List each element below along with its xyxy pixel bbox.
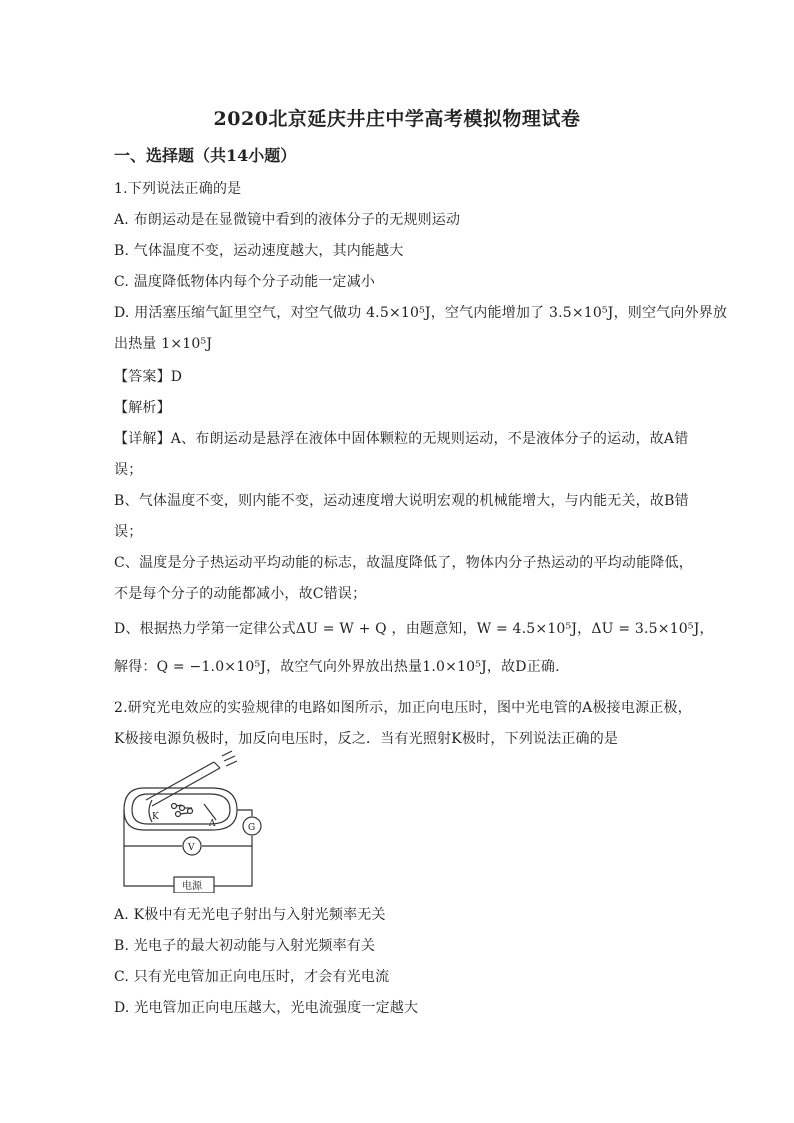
question-1-option-d-line1: D. 用活塞压缩气缸里空气，对空气做功 4.5×10⁵J，空气内能增加了 3.5×10⁵J，则空气向外界放 — [114, 305, 728, 321]
question-2-stem-line2: K极接电源负极时，加反向电压时，反之．当有光照射K极时，下列说法正确的是 — [114, 731, 619, 747]
question-1-option-c: C. 温度降低物体内每个分子动能一定减小 — [114, 274, 376, 290]
question-1-explanation-line4: 误； — [114, 524, 143, 540]
question-1-explanation-line2: 误； — [114, 462, 143, 478]
question-2-option-b: B. 光电子的最大初动能与入射光频率有关 — [114, 938, 376, 954]
power-supply-label: 电源 — [182, 881, 202, 892]
page-title: 2020北京延庆井庄中学高考模拟物理试卷 — [213, 108, 581, 130]
voltmeter-label: V — [188, 843, 195, 853]
question-1-explanation-line1: 【详解】A、布朗运动是悬浮在液体中固体颗粒的无规则运动，不是液体分子的运动，故A错 — [114, 431, 689, 447]
galvanometer-label: G — [248, 823, 256, 833]
cathode-k-label: K — [152, 812, 159, 822]
question-2-option-c: C. 只有光电管加正向电压时，才会有光电流 — [114, 969, 390, 985]
question-1-explanation-line6: 不是每个分子的动能都减小，故C错误； — [114, 586, 367, 602]
photoelectric-circuit-diagram — [112, 748, 272, 893]
question-1-option-b: B. 气体温度不变，运动速度越大，其内能越大 — [114, 243, 404, 259]
section-heading: 一、选择题（共14小题） — [114, 146, 297, 165]
question-2-stem-line1: 2.研究光电效应的实验规律的电路如图所示，加正向电压时，图中光电管的A极接电源正极， — [114, 700, 692, 716]
question-1-analysis-label: 【解析】 — [114, 400, 171, 416]
question-1-stem: 1.下列说法正确的是 — [114, 181, 242, 197]
question-2-option-d: D. 光电管加正向电压越大，光电流强度一定越大 — [114, 1000, 419, 1016]
question-1-explanation-line8: 解得：Q = −1.0×10⁵J，故空气向外界放出热量1.0×10⁵J，故D正确. — [114, 659, 560, 675]
question-2-option-a: A. K极中有无光电子射出与入射光频率无关 — [114, 907, 386, 923]
anode-a-label: A — [209, 819, 216, 829]
question-1-explanation-line5: C、温度是分子热运动平均动能的标志，故温度降低了，物体内分子热运动的平均动能降低， — [114, 555, 693, 571]
question-1-explanation-line3: B、气体温度不变，则内能不变，运动速度增大说明宏观的机械能增大，与内能无关，故B错 — [114, 493, 689, 509]
question-1-explanation-line7: D、根据热力学第一定律公式ΔU = W + Q ，由题意知，W = 4.5×10⁵J，ΔU = 3.5×10⁵J， — [114, 621, 714, 637]
question-1-option-a: A. 布朗运动是在显微镜中看到的液体分子的无规则运动 — [114, 212, 461, 228]
question-1-option-d-line2: 出热量 1×10⁵J — [114, 336, 213, 352]
question-1-answer: 【答案】D — [114, 369, 183, 385]
